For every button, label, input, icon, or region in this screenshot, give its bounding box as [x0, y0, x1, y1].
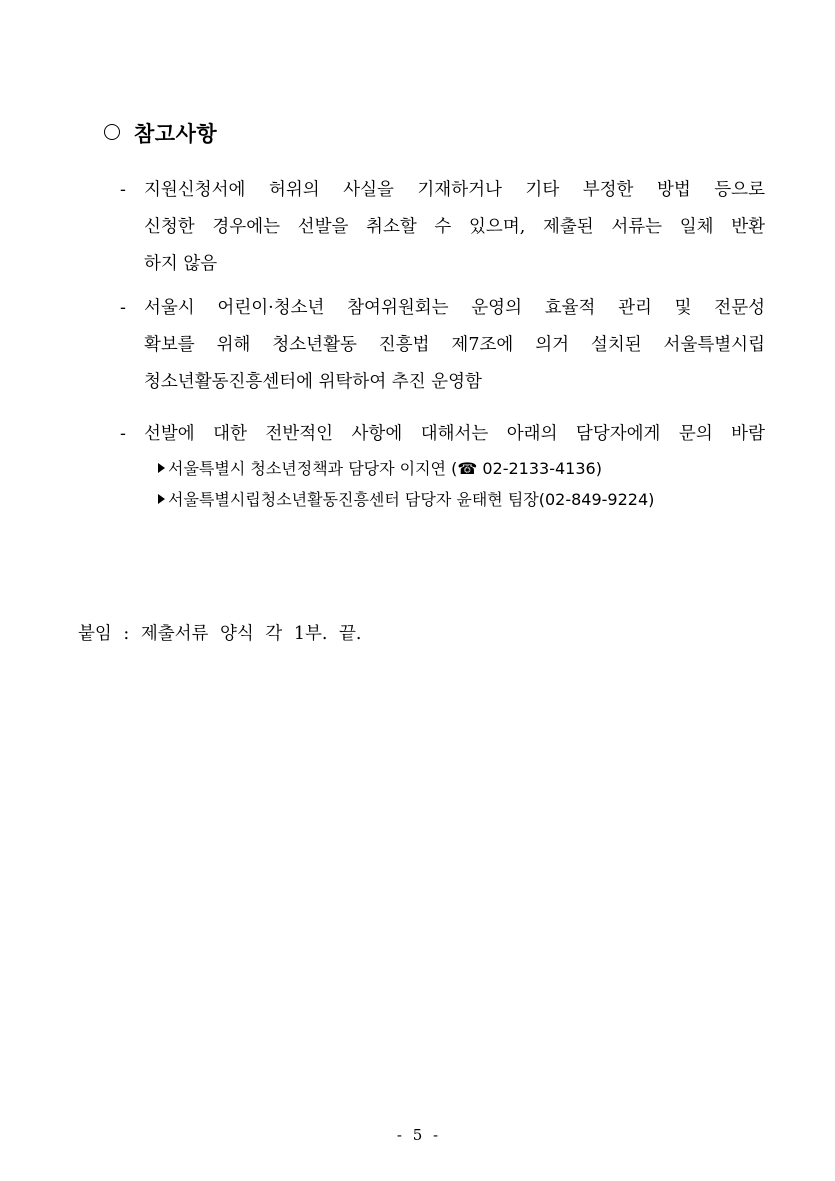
section-heading-text: 참고사항 [134, 122, 218, 146]
circle-bullet-icon [104, 124, 120, 140]
notice-item-committee-operation [120, 290, 765, 401]
notice-item-false-application [120, 172, 765, 283]
contact-line [158, 487, 654, 510]
notice-line [120, 172, 765, 209]
section-heading [104, 118, 217, 148]
page-number: - 5 - [396, 1126, 439, 1144]
dash-bullet: - [120, 180, 126, 200]
attachment-note: 붙임 : 제출서류 양식 각 1부. 끝. [78, 624, 362, 644]
triangle-bullet-icon [158, 494, 165, 504]
notice-item-inquiry [120, 416, 765, 453]
dash-bullet: - [120, 424, 126, 444]
notice-text: 확보를 위해 청소년활동 진흥법 제7조에 의거 설치된 서울특별시립 [144, 335, 765, 355]
contact-line [158, 456, 602, 479]
notice-text: 서울시 어린이·청소년 참여위원회는 운영의 효율적 관리 및 전문성 [144, 298, 765, 318]
notice-line [120, 416, 765, 453]
notice-text: 신청한 경우에는 선발을 취소할 수 있으며, 제출된 서류는 일체 반환 [144, 217, 765, 237]
notice-text: 지원신청서에 허위의 사실을 기재하거나 기타 부정한 방법 등으로 [144, 180, 765, 200]
triangle-bullet-icon [158, 463, 165, 473]
contact-text: 서울특별시립청소년활동진흥센터 담당자 윤태현 팀장(02-849-9224) [168, 490, 655, 509]
notice-line [120, 290, 765, 327]
notice-text: 하지 않음 [144, 254, 218, 274]
notice-text: 선발에 대한 전반적인 사항에 대해서는 아래의 담당자에게 문의 바람 [144, 424, 765, 444]
notice-text: 청소년활동진흥센터에 위탁하여 추진 운영함 [144, 372, 482, 392]
dash-bullet: - [120, 298, 126, 318]
contact-text: 서울특별시 청소년정책과 담당자 이지연 (☎ 02-2133-4136) [168, 459, 602, 478]
